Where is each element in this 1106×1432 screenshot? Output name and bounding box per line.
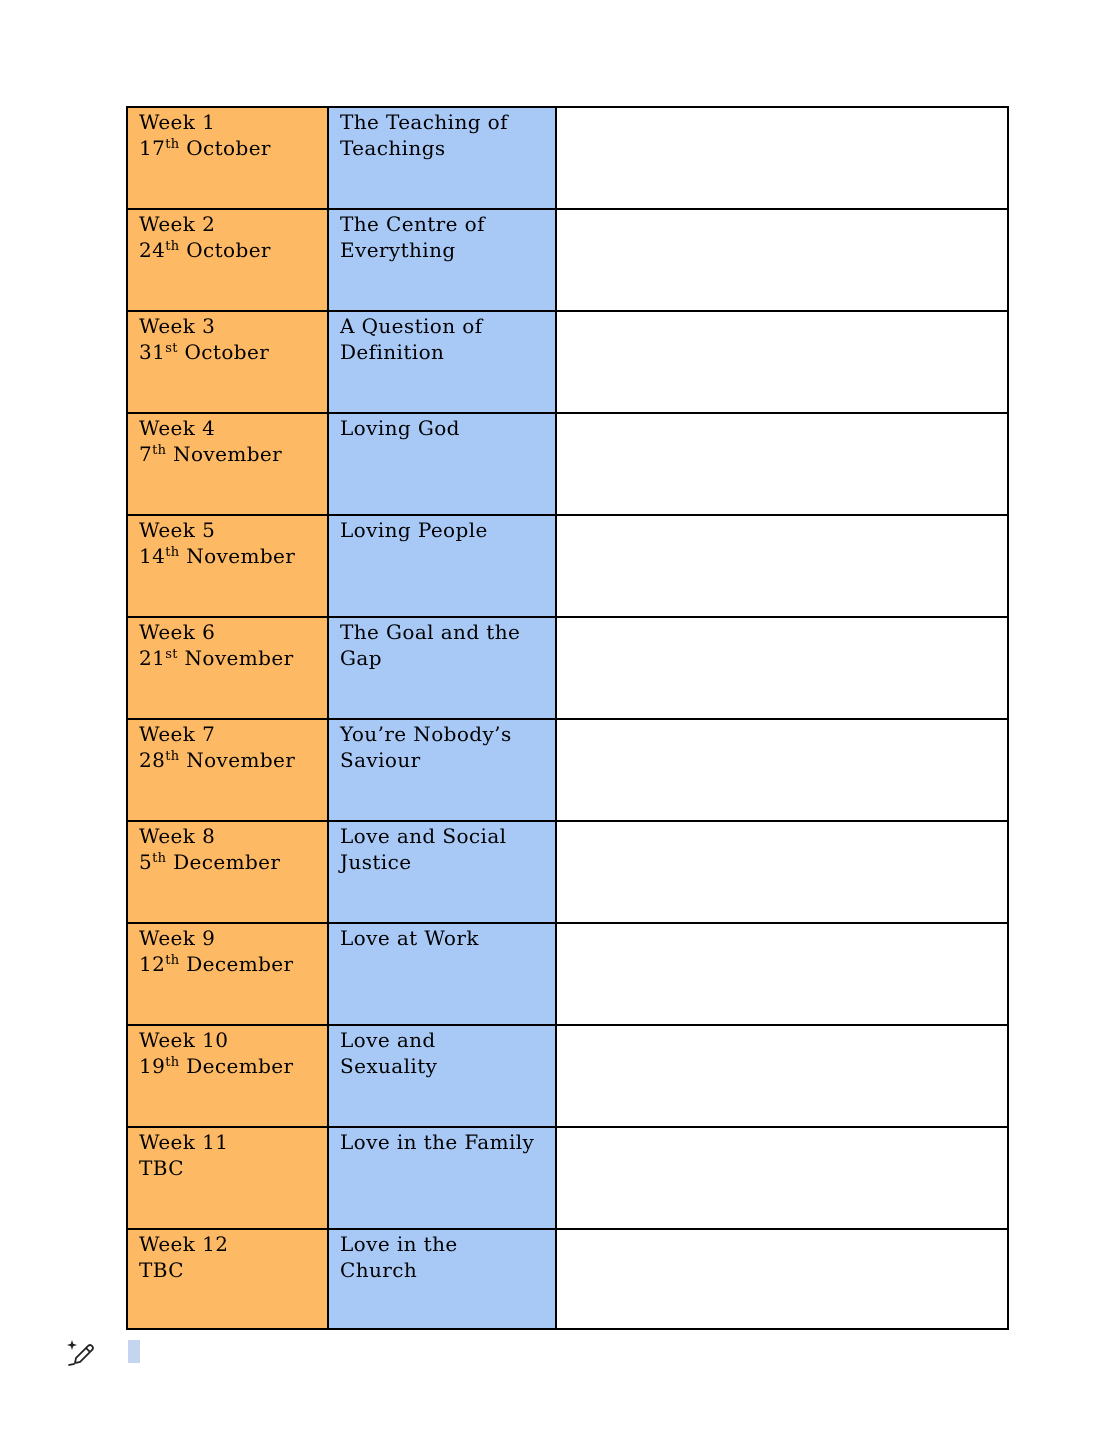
topic-line: The Centre of	[340, 212, 485, 236]
date-day: 5	[139, 850, 153, 874]
week-label: Week 7	[139, 722, 216, 746]
date-day: 19	[139, 1054, 166, 1078]
week-date	[139, 849, 315, 875]
week-label: Week 9	[139, 926, 216, 950]
date-day: 7	[139, 442, 153, 466]
notes-cell[interactable]	[556, 821, 1008, 923]
week-date	[139, 1257, 315, 1283]
date-day: 12	[139, 952, 166, 976]
topic-line: Justice	[340, 850, 412, 874]
topic-line: Teachings	[340, 136, 446, 160]
topic-cell[interactable]	[328, 719, 556, 821]
topic-line: Definition	[340, 340, 445, 364]
week-date	[139, 135, 315, 161]
date-day: 28	[139, 748, 166, 772]
topic-cell[interactable]	[328, 515, 556, 617]
topic-line: Love at Work	[340, 926, 479, 950]
date-suffix: st	[165, 647, 178, 662]
week-cell[interactable]	[127, 209, 328, 311]
date-suffix: th	[152, 443, 167, 458]
week-date	[139, 951, 315, 977]
table-row	[127, 311, 1008, 413]
week-label: Week 1	[139, 110, 216, 134]
week-label: Week 2	[139, 212, 216, 236]
topic-cell[interactable]	[328, 923, 556, 1025]
week-cell[interactable]	[127, 617, 328, 719]
week-label: Week 8	[139, 824, 216, 848]
week-cell[interactable]	[127, 719, 328, 821]
topic-cell[interactable]	[328, 821, 556, 923]
week-label: Week 4	[139, 416, 216, 440]
week-label: Week 3	[139, 314, 216, 338]
date-month: October	[186, 136, 271, 160]
topic-line: Love and	[340, 1028, 436, 1052]
date-suffix: th	[165, 239, 180, 254]
week-date	[139, 747, 315, 773]
table-row	[127, 617, 1008, 719]
notes-cell[interactable]	[556, 413, 1008, 515]
week-label: Week 11	[139, 1130, 229, 1154]
text-cursor-highlight	[128, 1340, 140, 1363]
topic-line: Love in the Family	[340, 1130, 535, 1154]
date-month: October	[184, 340, 270, 364]
topic-line: Love and Social	[340, 824, 507, 848]
date-day: 31	[139, 340, 166, 364]
topic-line: Saviour	[340, 748, 421, 772]
date-day: 21	[139, 646, 166, 670]
date-month: October	[186, 238, 271, 262]
table-row	[127, 515, 1008, 617]
topic-line: Everything	[340, 238, 456, 262]
date-month: November	[186, 544, 296, 568]
topic-cell[interactable]	[328, 107, 556, 209]
date-month: December	[173, 850, 281, 874]
week-cell[interactable]	[127, 821, 328, 923]
date-text: TBC	[139, 1258, 184, 1282]
topic-line: Loving God	[340, 416, 460, 440]
week-label: Week 10	[139, 1028, 229, 1052]
date-month: December	[186, 1054, 294, 1078]
notes-cell[interactable]	[556, 923, 1008, 1025]
topic-line: Loving People	[340, 518, 488, 542]
table-row	[127, 107, 1008, 209]
topic-line: Love in the	[340, 1232, 458, 1256]
table-row	[127, 1025, 1008, 1127]
notes-cell[interactable]	[556, 617, 1008, 719]
notes-cell[interactable]	[556, 719, 1008, 821]
notes-cell[interactable]	[556, 1025, 1008, 1127]
week-cell[interactable]	[127, 413, 328, 515]
topic-cell[interactable]	[328, 209, 556, 311]
week-label: Week 12	[139, 1232, 229, 1256]
week-cell[interactable]	[127, 515, 328, 617]
week-date	[139, 1155, 315, 1181]
week-date	[139, 237, 315, 263]
date-day: 17	[139, 136, 166, 160]
week-label: Week 6	[139, 620, 216, 644]
topic-cell[interactable]	[328, 1229, 556, 1329]
week-cell[interactable]	[127, 107, 328, 209]
week-date	[139, 441, 315, 467]
topic-cell[interactable]	[328, 1127, 556, 1229]
week-date	[139, 339, 315, 365]
topic-cell[interactable]	[328, 413, 556, 515]
week-cell[interactable]	[127, 1127, 328, 1229]
topic-line: Sexuality	[340, 1054, 438, 1078]
week-date	[139, 543, 315, 569]
topic-line: Church	[340, 1258, 418, 1282]
notes-cell[interactable]	[556, 311, 1008, 413]
topic-line: A Question of	[340, 314, 483, 338]
week-cell[interactable]	[127, 1229, 328, 1329]
table-row	[127, 923, 1008, 1025]
week-date	[139, 645, 315, 671]
topic-line: The Goal and the	[340, 620, 521, 644]
notes-cell[interactable]	[556, 515, 1008, 617]
date-suffix: th	[165, 1055, 180, 1070]
date-day: 14	[139, 544, 166, 568]
notes-cell[interactable]	[556, 1229, 1008, 1329]
date-text: TBC	[139, 1156, 184, 1180]
topic-line: The Teaching of	[340, 110, 508, 134]
table-row	[127, 821, 1008, 923]
date-suffix: th	[165, 749, 180, 764]
week-cell[interactable]	[127, 1025, 328, 1127]
table-row	[127, 719, 1008, 821]
topic-cell[interactable]	[328, 617, 556, 719]
schedule-body	[127, 107, 1008, 1329]
date-month: December	[186, 952, 294, 976]
schedule-table	[126, 106, 1009, 1330]
table-row	[127, 209, 1008, 311]
notes-cell[interactable]	[556, 209, 1008, 311]
date-suffix: th	[152, 851, 167, 866]
table-row	[127, 1127, 1008, 1229]
table-row	[127, 413, 1008, 515]
date-suffix: th	[165, 953, 180, 968]
date-suffix: th	[165, 137, 180, 152]
date-month: November	[184, 646, 294, 670]
topic-cell[interactable]	[328, 1025, 556, 1127]
sparkle-pen-icon[interactable]	[64, 1337, 96, 1369]
topic-line: Gap	[340, 646, 382, 670]
date-month: November	[173, 442, 283, 466]
topic-cell[interactable]	[328, 311, 556, 413]
date-month: November	[186, 748, 296, 772]
week-date	[139, 1053, 315, 1079]
topic-line: You’re Nobody’s	[340, 722, 512, 746]
table-row	[127, 1229, 1008, 1329]
notes-cell[interactable]	[556, 1127, 1008, 1229]
week-label: Week 5	[139, 518, 216, 542]
date-suffix: st	[165, 341, 178, 356]
week-cell[interactable]	[127, 311, 328, 413]
date-day: 24	[139, 238, 166, 262]
date-suffix: th	[165, 545, 180, 560]
week-cell[interactable]	[127, 923, 328, 1025]
notes-cell[interactable]	[556, 107, 1008, 209]
